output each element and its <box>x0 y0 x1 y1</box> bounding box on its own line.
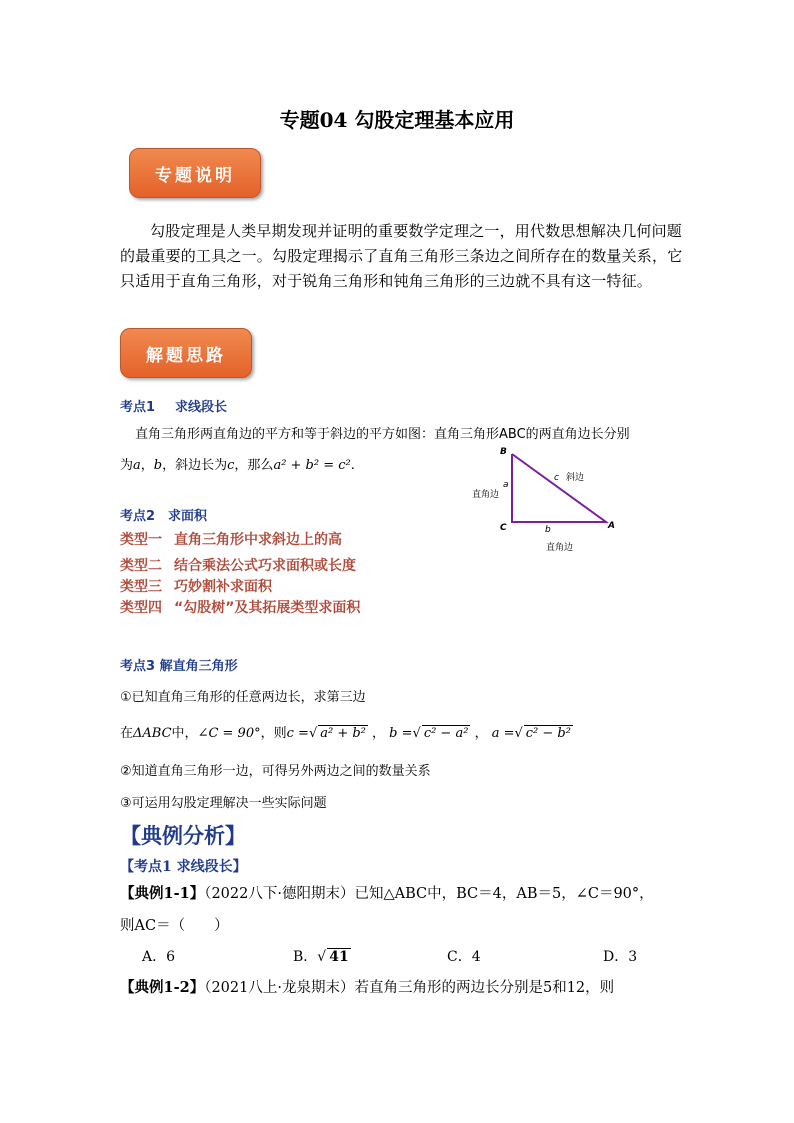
section-heading: 【典例分析】 <box>120 823 246 848</box>
intro-paragraph: 勾股定理是人类早期发现并证明的重要数学定理之一，用代数思想解决几何问题的最重要的工具之一。勾股定理揭示了直角三角形三条边之间所存在的数量关系，它只适用于直角三角形，对于锐角三角形和钝角三角形的三边就不具有这一特征。 <box>120 222 683 290</box>
kp2-type-4: 类型四 “勾股树”及其拓展类型求面积 <box>120 600 361 616</box>
kp2-heading: 考点2 求面积 <box>120 509 208 524</box>
example-1-1-question: 则AC＝（ ） <box>120 918 229 934</box>
var-c: c <box>227 458 235 473</box>
kp2-type-2: 类型二 结合乘法公式巧求面积或长度 <box>120 558 356 574</box>
vertex-a-label: A <box>608 521 615 531</box>
kp3-formula-line: 在ΔABC中，∠C = 90°，则c =√ a² + b² ， b =√ c² − a² ， a =√ c² − b² <box>120 726 571 741</box>
page-title: 专题04 勾股定理基本应用 <box>279 108 515 132</box>
example-1-1-tag: 【典例1-1】 <box>120 885 205 902</box>
example-1-1-source: （2022八下·德阳期末） <box>204 886 355 902</box>
kp2-type-3: 类型三 巧妙割补求面积 <box>120 579 272 595</box>
hypotenuse-label: 斜边 <box>566 473 585 483</box>
example-1-2 <box>120 976 614 997</box>
example-1-2-source: （2021八上·龙泉期末） <box>204 980 355 996</box>
explanation-badge: 专题说明 <box>129 148 261 198</box>
kp3-item-1: ①已知直角三角形的任意两边长，求第三边 <box>120 690 366 705</box>
leg-a-label: 直角边 <box>472 490 500 500</box>
option-a: A．6 <box>142 949 176 965</box>
kp1-line2: 为a，b，斜边长为c，那么a² + b² = c². <box>120 458 355 473</box>
radical-c: a² + b² <box>320 726 366 741</box>
kp2-type-1: 类型一 直角三角形中求斜边上的高 <box>120 532 342 548</box>
side-b-label: b <box>545 525 551 535</box>
var-b: b <box>153 458 163 473</box>
example-1-2-tag: 【典例1-2】 <box>120 979 205 996</box>
kp1-line1: 直角三角形两直角边的平方和等于斜边的平方如图：直角三角形ABC的两直角边长分别 <box>135 427 630 442</box>
pythagoras-formula: a² + b² = c². <box>273 458 355 473</box>
triangle-shape <box>512 454 606 522</box>
radical-b: c² − a² <box>423 726 469 741</box>
kp3-item-3: ③可运用勾股定理解决一些实际问题 <box>120 796 327 811</box>
option-c: C．4 <box>447 949 481 965</box>
side-c-label: c <box>554 473 559 483</box>
right-triangle-diagram <box>470 440 620 560</box>
kp1-name: 求线段长 <box>175 400 228 415</box>
kp1-number: 考点1 <box>120 400 156 415</box>
leg-b-label: 直角边 <box>546 543 574 553</box>
vertex-c-label: C <box>500 523 507 533</box>
example-1-1 <box>120 882 654 903</box>
vertex-b-label: B <box>500 447 507 457</box>
side-a-label: a <box>503 480 509 490</box>
kp3-heading: 考点3 解直角三角形 <box>120 659 238 674</box>
option-b: B．√ 41 <box>293 949 349 965</box>
example-1-1-text: 已知△ABC中，BC＝4，AB＝5，∠C＝90°， <box>354 886 654 902</box>
section-subheading: 【考点1 求线段长】 <box>120 859 247 875</box>
var-a: a <box>133 458 141 473</box>
option-d: D．3 <box>603 949 638 965</box>
kp3-item-2: ②知道直角三角形一边，可得另外两边之间的数量关系 <box>120 764 431 779</box>
radical-a: c² − b² <box>525 726 571 741</box>
approach-badge: 解题思路 <box>120 328 252 378</box>
example-1-2-text: 若直角三角形的两边长分别是5和12，则 <box>354 980 615 996</box>
kp1-heading <box>120 396 227 415</box>
